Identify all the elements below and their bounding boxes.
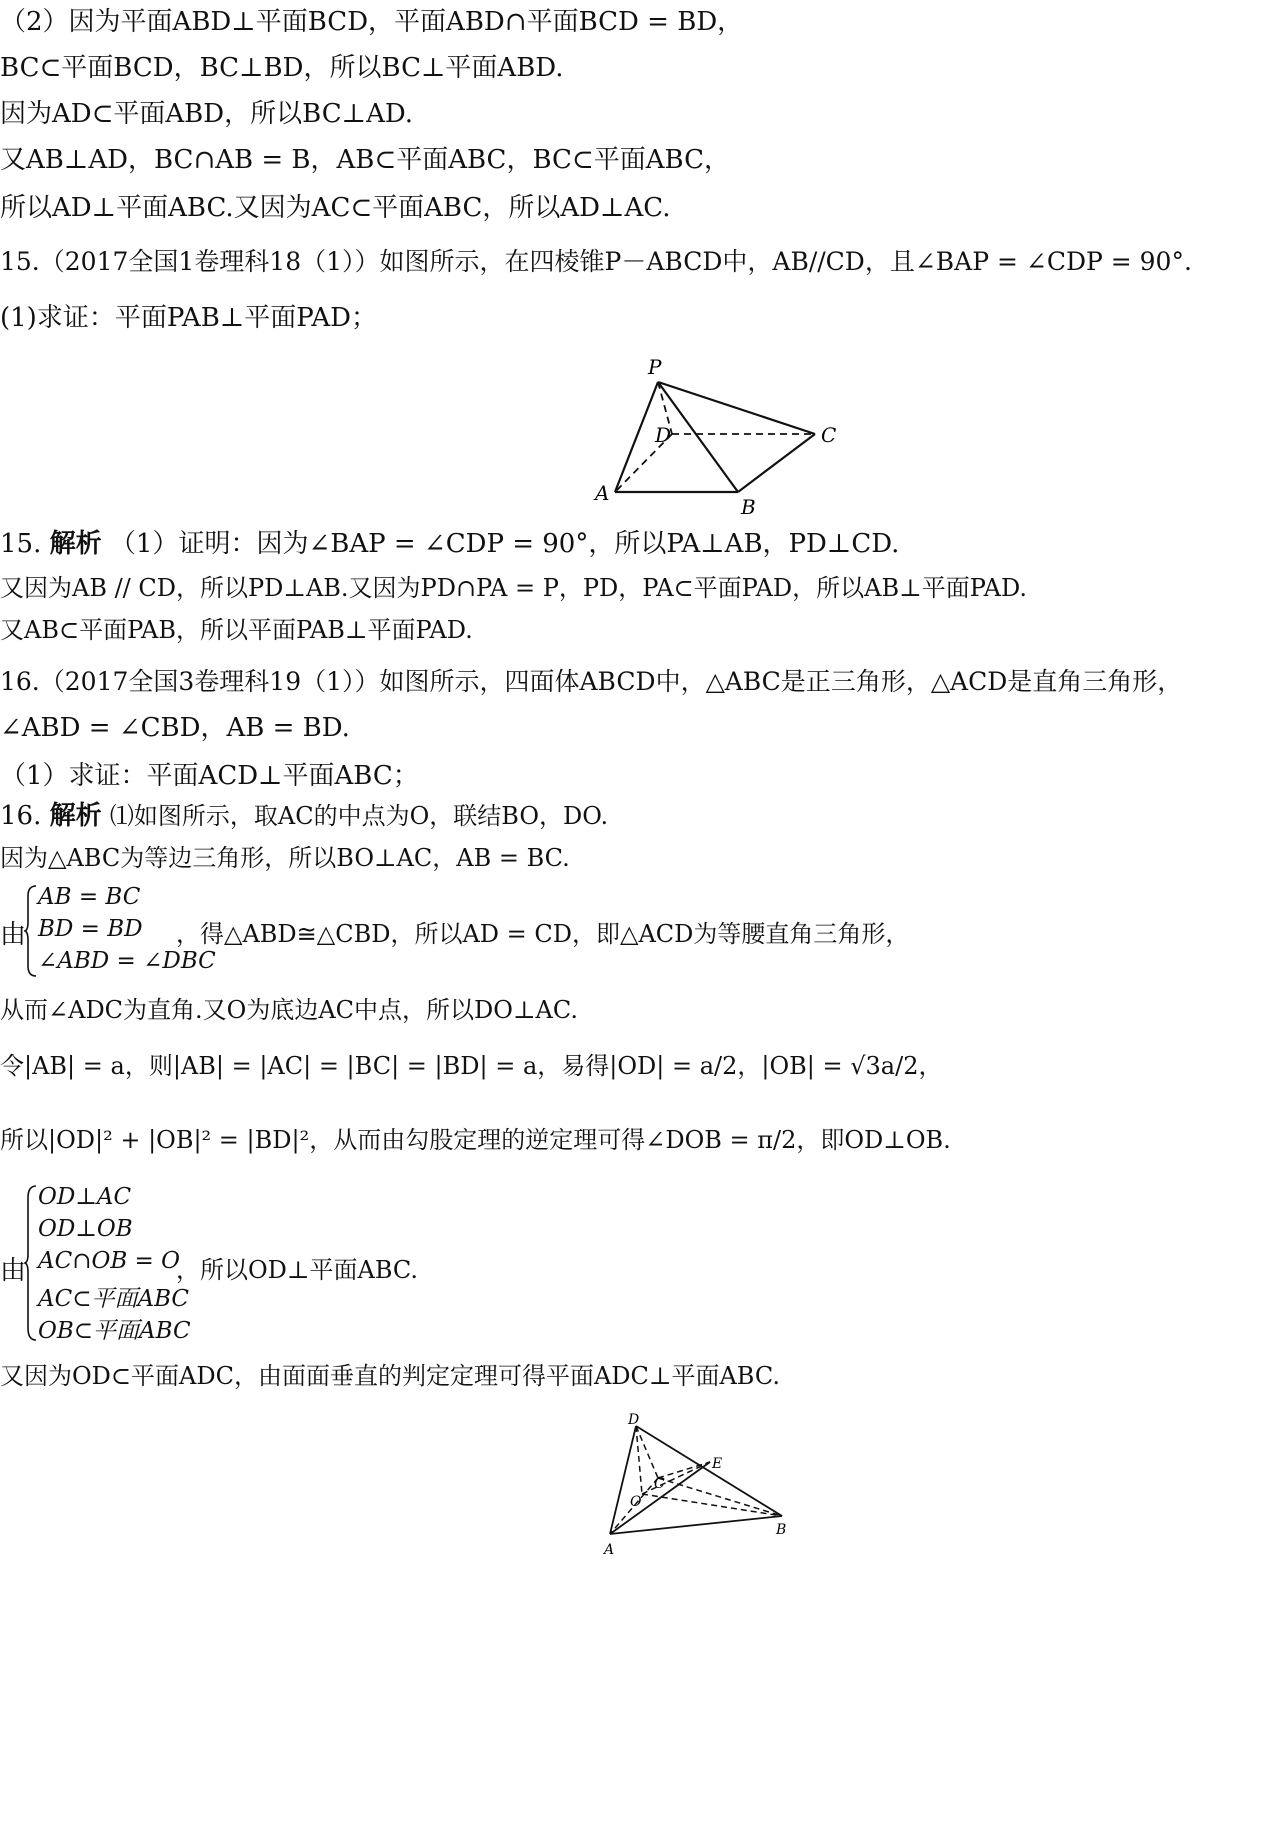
equation-row: OD⊥OB: [38, 1216, 133, 1242]
solution-text: （1）证明：因为∠BAP = ∠CDP = 90°，所以PA⊥AB，PD⊥CD.: [109, 529, 900, 559]
vertex-label-c: C: [654, 1476, 665, 1492]
left-brace-icon: [24, 884, 38, 978]
solution-15-line-1: [0, 528, 899, 560]
vertex-label-d: D: [655, 423, 672, 447]
solution-16-line-2: 因为△ABC为等边三角形，所以BO⊥AC，AB = BC.: [0, 844, 570, 872]
solution-16-line-4: 令|AB| = a，则|AB| = |AC| = |BC| = |BD| = a，易得|OD| = a/2，|OB| = √3a/2，: [0, 1052, 943, 1080]
text-line: 又AB⊥AD，BC∩AB = B，AB⊂平面ABC，BC⊂平面ABC，: [0, 145, 730, 175]
vertex-label-a: A: [595, 481, 610, 505]
equation-row: AC∩OB = O: [38, 1248, 180, 1274]
text-line: BC⊂平面BCD，BC⊥BD，所以BC⊥平面ABD.: [0, 53, 564, 83]
solution-text: ⑴如图所示，取AC的中点为O，联结BO，DO.: [109, 802, 609, 830]
problem-16-statement-cont: ∠ABD = ∠CBD，AB = BD.: [0, 713, 350, 743]
text-line: （2）因为平面ABD⊥平面BCD，平面ABD∩平面BCD = BD，: [0, 7, 744, 37]
vertex-label-a: A: [604, 1542, 615, 1558]
vertex-label-p: P: [648, 355, 662, 379]
solution-number: 15.: [0, 529, 42, 559]
text-line: 因为AD⊂平面ABD，所以BC⊥AD.: [0, 99, 414, 129]
solution-heading: 解析: [49, 529, 102, 559]
equation-row: OB⊂平面ABC: [38, 1318, 191, 1344]
problem-16-question: （1）求证：平面ACD⊥平面ABC；: [0, 761, 419, 791]
problem-15-statement: 15.（2017全国1卷理科18（1））如图所示，在四棱锥P－ABCD中，AB//CD，且∠BAP = ∠CDP = 90°.: [0, 247, 1192, 276]
equation-row: AC⊂平面ABC: [38, 1286, 190, 1312]
system-conclusion: ，所以OD⊥平面ABC.: [176, 1256, 419, 1284]
you-label: 由: [0, 1256, 27, 1286]
vertex-label-b: B: [776, 1522, 787, 1538]
equation-row: OD⊥AC: [38, 1184, 132, 1210]
left-brace-icon: [24, 1184, 38, 1342]
vertex-label-e: E: [712, 1456, 723, 1472]
solution-15-line-2: 又因为AB // CD，所以PD⊥AB.又因为PD∩PA = P，PD，PA⊂平面PAD，所以AB⊥平面PAD.: [0, 574, 1027, 602]
pyramid-figure: [585, 352, 845, 522]
you-label: 由: [0, 920, 27, 950]
equation-row: BD = BD: [38, 916, 143, 942]
problem-16-statement: 16.（2017全国3卷理科19（1））如图所示，四面体ABCD中，△ABC是正三角形，△ACD是直角三角形，: [0, 667, 1183, 696]
solution-16-line-6: 又因为OD⊂平面ADC，由面面垂直的判定定理可得平面ADC⊥平面ABC.: [0, 1362, 781, 1390]
system-conclusion: ，得△ABD≅△CBD，所以AD = CD，即△ACD为等腰直角三角形，: [176, 920, 910, 948]
equation-row: AB = BC: [38, 884, 141, 910]
vertex-label-c: C: [821, 423, 837, 447]
vertex-label-o: O: [630, 1494, 642, 1510]
vertex-label-d: D: [628, 1412, 640, 1428]
solution-16-line-3: 从而∠ADC为直角.又O为底边AC中点，所以DO⊥AC.: [0, 996, 579, 1024]
tetrahedron-figure: [598, 1410, 838, 1560]
solution-16-line-1: [0, 800, 608, 832]
solution-16-line-5: 所以|OD|² + |OB|² = |BD|²，从而由勾股定理的逆定理可得∠DOB = π/2，即OD⊥OB.: [0, 1126, 951, 1154]
text-line: 所以AD⊥平面ABC.又因为AC⊂平面ABC，所以AD⊥AC.: [0, 193, 671, 223]
vertex-label-b: B: [741, 495, 756, 519]
solution-heading: 解析: [49, 801, 102, 831]
solution-number: 16.: [0, 801, 42, 831]
solution-15-line-3: 又AB⊂平面PAB，所以平面PAB⊥平面PAD.: [0, 616, 473, 644]
equation-row: ∠ABD = ∠DBC: [38, 948, 216, 974]
problem-15-question: (1)求证：平面PAB⊥平面PAD；: [0, 303, 378, 333]
